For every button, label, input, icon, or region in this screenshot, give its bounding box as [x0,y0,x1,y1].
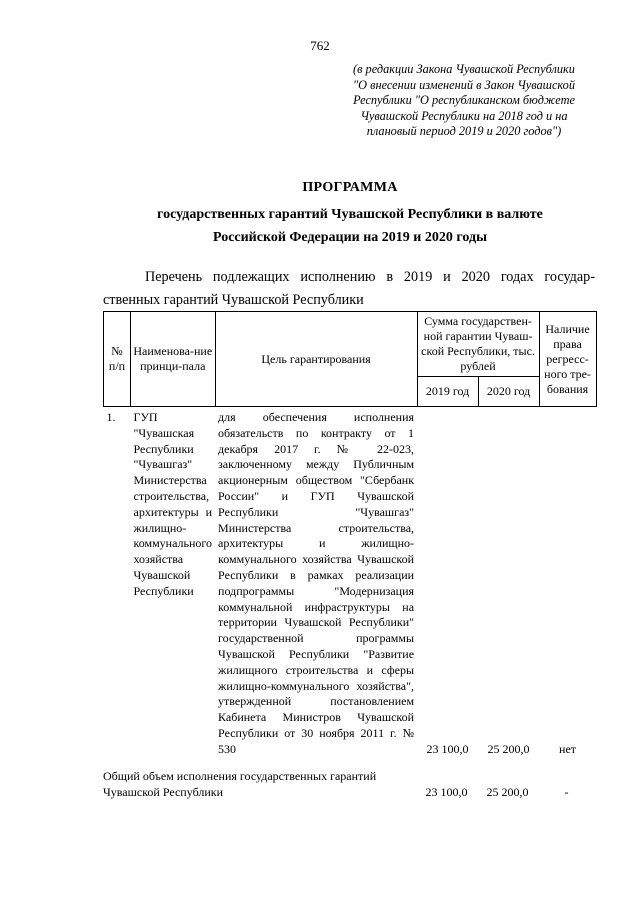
page-number: 762 [310,38,330,53]
total-recourse: - [564,785,569,799]
intro-paragraph [103,266,595,312]
table-row [104,407,597,758]
row-principal: ГУП "Чувашская Республики "Чувашгаз" Министерства строительства, архитектуры и жилищно-коммунального хозяйства Чувашской Республики [133,410,213,598]
row-num: 1. [106,410,116,424]
subtitle-line: Российской Федерации на 2019 и 2020 годы [212,230,487,245]
total-amount-2020: 25 200,0 [486,785,529,799]
header-recourse: Наличие права регресс-ного тре-бования [539,312,596,407]
row-amount-2020: 25 200,0 [487,741,530,756]
edition-note-line: Республики "О республиканском бюджете [353,93,575,107]
header-year-2020: 2020 год [478,377,539,407]
total-amount-2019: 23 100,0 [425,785,468,799]
row-recourse: нет [559,741,577,756]
header-year-2019: 2019 год [417,377,478,407]
row-purpose: для обеспечения исполнения обязательств по контракту от 1 декабря 2017 г. № 22-023, заключенному между Публичным акционерным обществом "Сбербанк России" и ГУП Чувашской Республики "Чувашгаз" Министерства строительства, архитектуры и жилищно-коммунального хозяйства Чувашской Республики в рамках реализации подпрограммы "Модернизация коммунальной инфраструктуры на территории Чувашской Республики" государственной программы Чувашской Республики "Развитие жилищного строительства и сферы жилищно-коммунального хозяйства", утвержденной постановлением Кабинета Министров Чувашской Республики от 30 ноября 2011 г. № 530 [218,410,415,756]
edition-note-line: Чувашской Республики на 2018 год и на [360,108,568,123]
subtitle-line: государственных гарантий Чувашской Республики в валюте [157,207,543,222]
edition-note [318,62,610,140]
header-purpose: Цель гарантирования [215,312,417,407]
header-principal: Наименова-ние принци-пала [131,312,216,407]
edition-note-line: "О внесении изменений в Закон Чувашской [353,77,575,92]
edition-note-line: (в редакции Закона Чувашской Республики [353,62,575,76]
header-num: № п/п [104,312,131,407]
row-amount-2019: 23 100,0 [426,741,469,756]
document-subtitle [60,203,640,249]
total-label: Общий объем исполнения государственных гарантий Чувашской Республики [103,769,377,799]
guarantees-table [103,311,597,758]
intro-line: Перечень подлежащих исполнению в 2019 и 2020 годах государ- [145,269,595,285]
header-amount: Сумма государствен-ной гарантии Чуваш-ской Республики, тыс. рублей [417,312,539,377]
edition-note-line: плановый период 2019 и 2020 годов") [366,124,562,138]
document-title: ПРОГРАММА [302,180,398,195]
intro-line: ственных гарантий Чувашской Республики [103,292,364,308]
